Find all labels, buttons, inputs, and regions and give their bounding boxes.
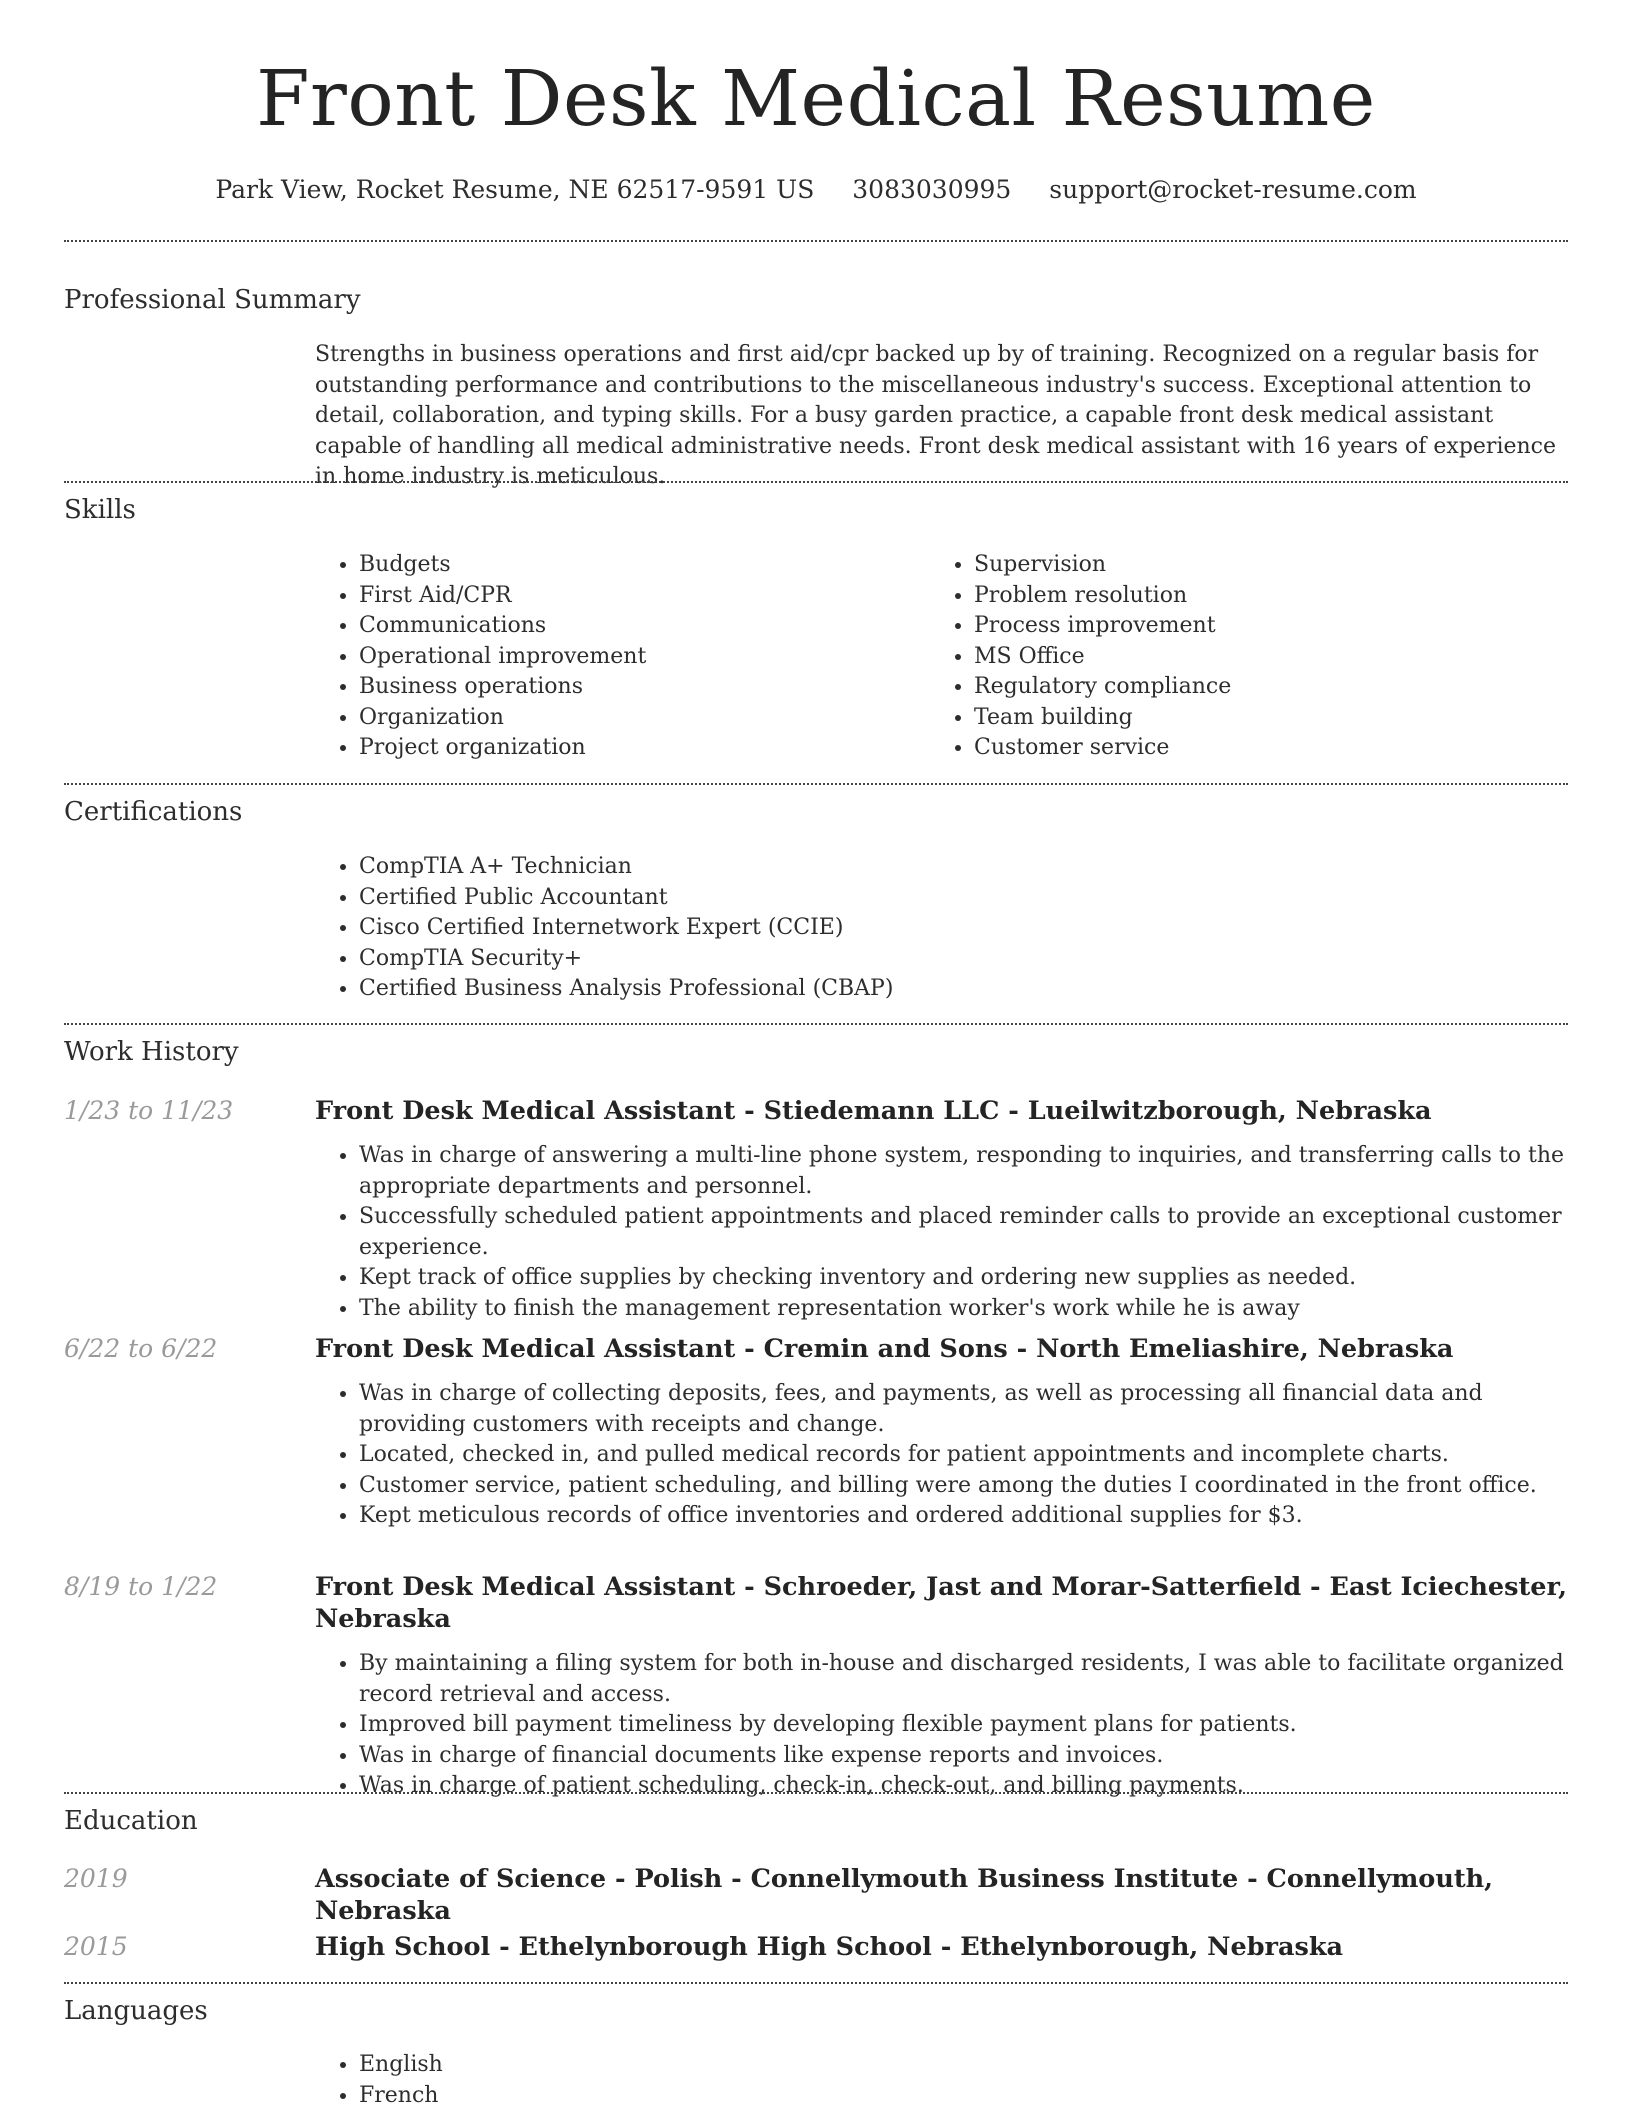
summary-section: [315, 340, 1568, 493]
education-heading: High School - Ethelynborough High School - Ethelynborough, Nebraska: [315, 1932, 1344, 1962]
job-entry: [315, 1095, 1568, 1324]
job-bullet: • Located, checked in, and pulled medical records for patient appointments and incomplete charts.: [359, 1440, 1568, 1471]
languages-title: Languages: [64, 1996, 208, 2026]
skill-item: • Communications: [359, 611, 915, 642]
job-bullet: • Improved bill payment timeliness by developing flexible payment plans for patients.: [359, 1710, 1568, 1741]
education-title: Education: [64, 1806, 198, 1836]
phone: 3083030995: [852, 175, 1012, 204]
job-bullet: • Was in charge of financial documents like expense reports and invoices.: [359, 1741, 1568, 1772]
divider: [64, 783, 1568, 785]
job-bullet: • The ability to finish the management representation worker's work while he is away: [359, 1294, 1568, 1325]
certifications-section: [315, 852, 1568, 1005]
skill-item: • Operational improvement: [359, 642, 915, 673]
skills-right-column: [930, 550, 1530, 764]
summary-text: Strengths in business operations and first aid/cpr backed up by of training. Recognized on a regular basis for outstanding performance and contributions to the miscellaneous industry's success. Exceptional attention to detail, collaboration, and typing skills. For a busy garden practice, a capable front desk medical assistant capable of handling all medical administrative needs. Front desk medical assistant with 16 years of experience in home industry is meticulous.: [315, 342, 1557, 489]
job-dates: 1/23 to 11/23: [64, 1096, 234, 1125]
language-item: • English: [359, 2050, 1568, 2081]
divider: [64, 1023, 1568, 1025]
certifications-title: Certifications: [64, 797, 243, 827]
certification-item: • CompTIA Security+: [359, 944, 1568, 975]
certification-item: • Cisco Certified Internetwork Expert (CCIE): [359, 913, 1568, 944]
skill-item: • Customer service: [974, 733, 1530, 764]
divider: [64, 240, 1568, 242]
job-bullet: • Was in charge of collecting deposits, fees, and payments, as well as processing all financial data and providing customers with receipts and change.: [359, 1379, 1568, 1440]
resume-title: Front Desk Medical Resume: [256, 55, 1376, 144]
skill-item: • First Aid/CPR: [359, 581, 915, 612]
skill-item: • Process improvement: [974, 611, 1530, 642]
education-entry: [315, 1931, 1568, 1963]
skill-item: • Budgets: [359, 550, 915, 581]
certification-item: • CompTIA A+ Technician: [359, 852, 1568, 883]
certification-item: • Certified Public Accountant: [359, 883, 1568, 914]
skill-item: • Team building: [974, 703, 1530, 734]
job-heading: Front Desk Medical Assistant - Schroeder, Jast and Morar-Satterfield - East Iciechester, Nebraska: [315, 1572, 1567, 1634]
summary-title: Professional Summary: [64, 285, 361, 315]
job-bullet: • Successfully scheduled patient appointments and placed reminder calls to provide an exceptional customer experience.: [359, 1202, 1568, 1263]
job-bullet: • Kept track of office supplies by checking inventory and ordering new supplies as needed.: [359, 1263, 1568, 1294]
work-history-title: Work History: [64, 1037, 239, 1067]
divider: [64, 1982, 1568, 1984]
skill-item: • Organization: [359, 703, 915, 734]
skill-item: • MS Office: [974, 642, 1530, 673]
skills-title: Skills: [64, 495, 136, 525]
skill-item: • Supervision: [974, 550, 1530, 581]
certification-item: • Certified Business Analysis Professional (CBAP): [359, 974, 1568, 1005]
divider: [64, 481, 1568, 483]
job-bullet: • By maintaining a filing system for both in-house and discharged residents, I was able to facilitate organized record retrieval and access.: [359, 1649, 1568, 1710]
job-heading: Front Desk Medical Assistant - Cremin and Sons - North Emeliashire, Nebraska: [315, 1334, 1454, 1364]
job-bullet: • Customer service, patient scheduling, and billing were among the duties I coordinated in the front office.: [359, 1471, 1568, 1502]
job-dates: 6/22 to 6/22: [64, 1334, 218, 1363]
job-bullet: • Kept meticulous records of office inventories and ordered additional supplies for $3.: [359, 1501, 1568, 1532]
skill-item: • Regulatory compliance: [974, 672, 1530, 703]
job-dates: 8/19 to 1/22: [64, 1572, 218, 1601]
job-entry: [315, 1333, 1568, 1532]
skills-section: [315, 550, 1568, 770]
language-item: • French: [359, 2081, 1568, 2112]
email: support@rocket-resume.com: [1049, 175, 1417, 204]
education-year: 2015: [64, 1932, 128, 1961]
job-heading: Front Desk Medical Assistant - Stiedemann LLC - Lueilwitzborough, Nebraska: [315, 1096, 1432, 1126]
education-entry: [315, 1863, 1568, 1927]
education-heading: Associate of Science - Polish - Connellymouth Business Institute - Connellymouth, Nebraska: [315, 1864, 1494, 1926]
skill-item: • Business operations: [359, 672, 915, 703]
languages-section: [315, 2050, 1568, 2111]
job-bullet: • Was in charge of patient scheduling, check-in, check-out, and billing payments.: [359, 1771, 1568, 1802]
skill-item: • Project organization: [359, 733, 915, 764]
skills-left-column: [315, 550, 915, 764]
skill-item: • Problem resolution: [974, 581, 1530, 612]
education-year: 2019: [64, 1864, 128, 1893]
contact-line: [64, 174, 1568, 206]
resume-page: [64, 0, 1568, 2108]
job-bullet: • Was in charge of answering a multi-line phone system, responding to inquiries, and transferring calls to the appropriate departments and personnel.: [359, 1141, 1568, 1202]
divider: [64, 1792, 1568, 1794]
job-entry: [315, 1571, 1568, 1802]
address: Park View, Rocket Resume, NE 62517-9591 US: [215, 175, 815, 204]
